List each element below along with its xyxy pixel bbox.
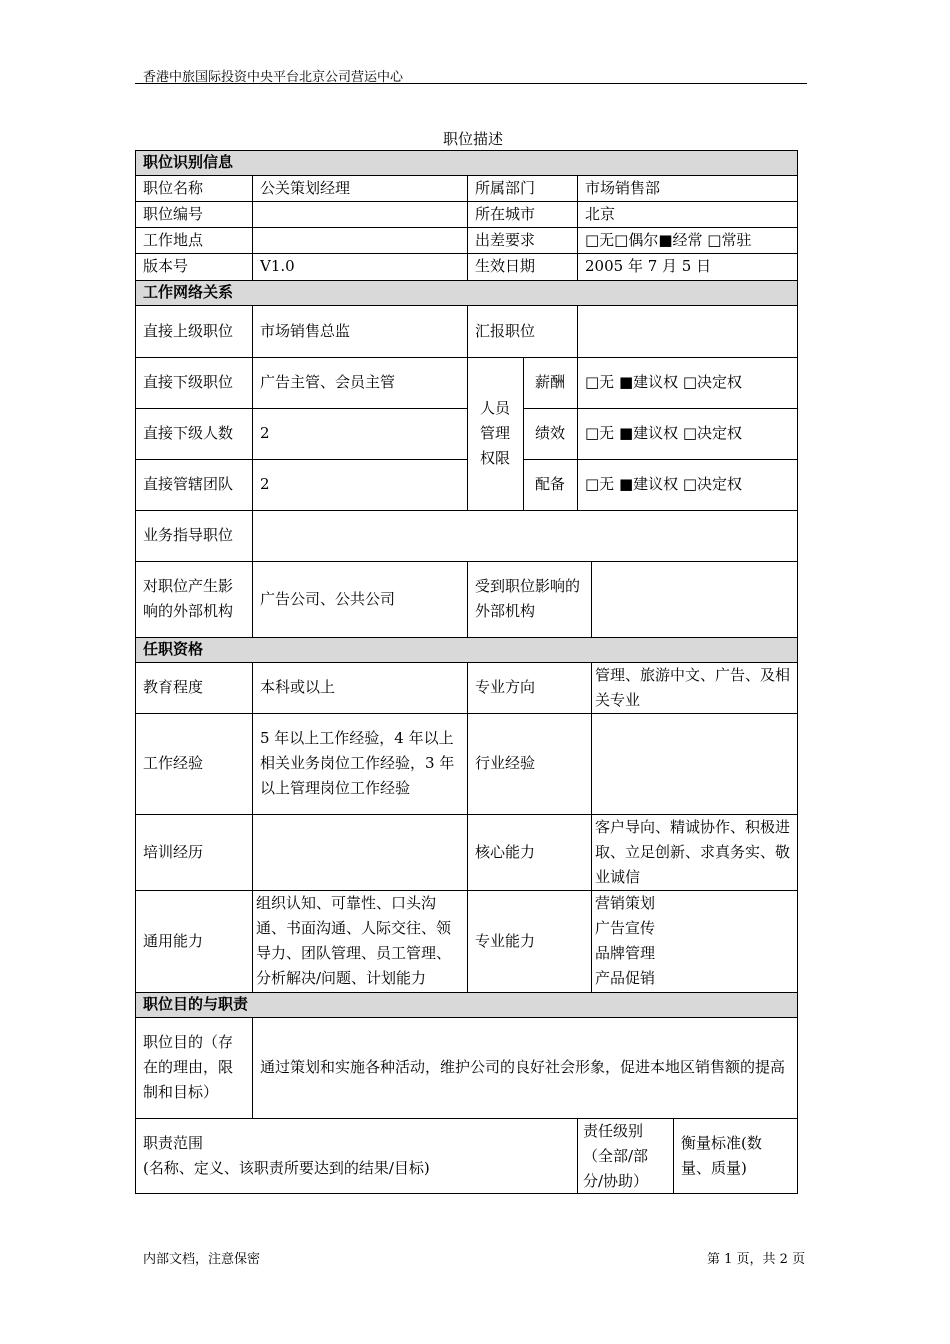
label-performance: 绩效	[534, 424, 565, 442]
label-travel: 出差要求	[475, 230, 536, 249]
header-org: 香港中旅国际投资中央平台北京公司营运中心	[143, 70, 404, 85]
pro-item: 营销策划	[595, 894, 656, 912]
footer-confidential: 内部文档，注意保密	[143, 1252, 261, 1267]
label-salary: 薪酬	[534, 373, 565, 391]
label-hr-authority: 人员管理权限	[479, 399, 510, 467]
label-department: 所属部门	[475, 178, 536, 197]
pro-item: 品牌管理	[595, 944, 656, 962]
section-qualification: 任职资格	[135, 637, 797, 662]
value-core-competency: 客户导向、精诚协作、积极进取、立足创新、求真务实、敬业诚信	[595, 817, 791, 886]
label-job-name: 职位名称	[143, 178, 204, 197]
value-job-purpose: 通过策划和实施各种活动，维护公司的良好社会形象，促进本地区销售额的提高	[260, 1058, 786, 1076]
scope-title: 职责范围	[143, 1134, 204, 1152]
label-subordinate: 直接下级职位	[143, 373, 234, 391]
label-report: 汇报职位	[475, 321, 536, 340]
value-salary: □无 ■建议权 □决定权	[585, 373, 743, 391]
label-job-code: 职位编号	[143, 204, 204, 223]
footer-page-number: 第 1 页，共 2 页	[707, 1252, 806, 1267]
section-network: 工作网络关系	[135, 280, 797, 305]
value-major: 管理、旅游中文、广告、及相关专业	[595, 665, 791, 709]
label-training: 培训经历	[143, 842, 204, 861]
value-team: 2	[260, 475, 270, 493]
label-city: 所在城市	[475, 204, 536, 223]
value-education: 本科或以上	[260, 678, 336, 696]
value-staffing: □无 ■建议权 □决定权	[585, 475, 743, 493]
scope-subtitle: (名称、定义、该职责所要达到的结果/目标)	[143, 1159, 430, 1177]
label-effective-date: 生效日期	[475, 257, 536, 275]
value-general-competency: 组织认知、可靠性、口头沟通、书面沟通、人际交往、领导力、团队管理、员工管理、分析解决/问题、计划能力	[256, 894, 452, 987]
label-major: 专业方向	[475, 678, 536, 696]
label-external-affected: 受到职位影响的外部机构	[475, 577, 581, 620]
value-performance: □无 ■建议权 □决定权	[585, 424, 743, 442]
label-superior: 直接上级职位	[143, 321, 234, 340]
section-identity: 职位识别信息	[135, 150, 797, 175]
label-work-place: 工作地点	[143, 230, 204, 249]
value-department: 市场销售部	[585, 178, 661, 197]
label-job-purpose: 职位目的（存在的理由，限制和目标）	[143, 1033, 234, 1101]
section-purpose: 职位目的与职责	[135, 992, 797, 1017]
pro-item: 产品促销	[595, 969, 656, 987]
doc-title: 职位描述	[443, 130, 504, 148]
label-version: 版本号	[143, 257, 189, 275]
value-version: V1.0	[260, 257, 295, 275]
label-education: 教育程度	[143, 678, 204, 696]
label-team: 直接管辖团队	[143, 475, 234, 493]
value-work-experience: 5 年以上工作经验，4 年以上相关业务岗位工作经验，3 年以上管理岗位工作经验	[260, 729, 455, 797]
pro-item: 广告宣传	[595, 919, 656, 937]
value-subordinate: 广告主管、会员主管	[260, 373, 396, 391]
value-subordinate-count: 2	[260, 424, 270, 442]
value-external-influencer: 广告公司、公共公司	[260, 589, 396, 608]
label-business-guide: 业务指导职位	[143, 526, 234, 544]
label-work-experience: 工作经验	[143, 754, 204, 772]
label-measure-standard: 衡量标准(数量、质量)	[681, 1134, 762, 1177]
label-core-competency: 核心能力	[475, 842, 536, 861]
value-city: 北京	[585, 204, 616, 223]
label-general-competency: 通用能力	[143, 931, 204, 950]
label-responsibility-level: 责任级别（全部/部分/协助）	[583, 1121, 649, 1190]
value-travel: □无□偶尔■经常 □常驻	[585, 230, 752, 249]
label-staffing: 配备	[534, 475, 565, 493]
label-professional-competency: 专业能力	[475, 931, 536, 950]
value-job-name: 公关策划经理	[260, 178, 351, 197]
label-external-influencer: 对职位产生影响的外部机构	[143, 577, 234, 620]
label-industry-experience: 行业经验	[475, 754, 536, 772]
value-effective-date: 2005 年 7 月 5 日	[585, 257, 712, 275]
value-superior: 市场销售总监	[260, 321, 351, 340]
label-subordinate-count: 直接下级人数	[143, 424, 234, 442]
